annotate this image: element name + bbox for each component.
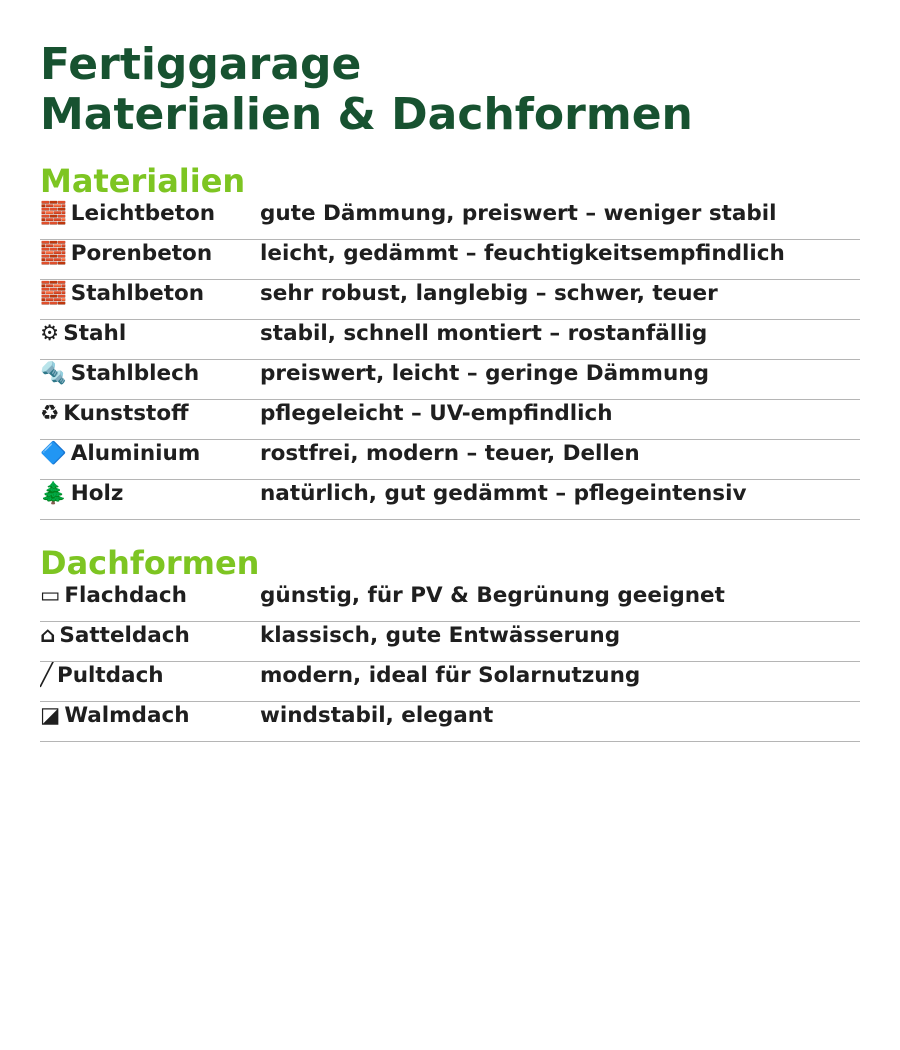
material-description: pflegeleicht – UV-empfindlich	[260, 401, 613, 426]
material-description: gute Dämmung, preiswert – weniger stabil	[260, 201, 777, 226]
hip-roof-icon: ◪	[40, 703, 61, 728]
materials-list	[40, 200, 860, 520]
material-description: rostfrei, modern – teuer, Dellen	[260, 441, 640, 466]
roof-description: modern, ideal für Solarnutzung	[260, 663, 641, 688]
material-name: Stahlbeton	[70, 281, 205, 306]
material-row-aluminium	[40, 440, 860, 480]
material-row-stahlbeton	[40, 280, 860, 320]
material-row-kunststoff	[40, 400, 860, 440]
material-name: Porenbeton	[70, 241, 213, 266]
page-title-line-2: Materialien & Dachformen	[40, 89, 693, 140]
roof-name: Walmdach	[64, 703, 190, 728]
material-row-stahlblech	[40, 360, 860, 400]
material-name: Holz	[70, 481, 124, 506]
material-row-holz	[40, 480, 860, 520]
nut-bolt-icon: 🔩	[40, 361, 67, 386]
brick-icon: 🧱	[40, 281, 67, 306]
material-description: preiswert, leicht – geringe Dämmung	[260, 361, 709, 386]
roof-description: klassisch, gute Entwässerung	[260, 623, 621, 648]
roof-description: windstabil, elegant	[260, 703, 494, 728]
roof-row-walmdach	[40, 702, 860, 742]
roofs-list	[40, 582, 860, 742]
roofs-section	[40, 544, 860, 742]
material-row-porenbeton	[40, 240, 860, 280]
material-name: Aluminium	[70, 441, 201, 466]
material-row-stahl	[40, 320, 860, 360]
material-name: Leichtbeton	[70, 201, 216, 226]
page	[40, 40, 860, 742]
page-title	[40, 40, 860, 140]
material-name: Kunststoff	[63, 401, 189, 426]
material-description: sehr robust, langlebig – schwer, teuer	[260, 281, 718, 306]
roof-description: günstig, für PV & Begrünung geeignet	[260, 583, 725, 608]
roof-name: Satteldach	[59, 623, 190, 648]
material-row-leichtbeton	[40, 200, 860, 240]
roof-row-flachdach	[40, 582, 860, 622]
recycle-icon: ♻	[40, 401, 60, 426]
brick-icon: 🧱	[40, 241, 67, 266]
page-title-line-1: Fertiggarage	[40, 39, 362, 90]
brick-icon: 🧱	[40, 201, 67, 226]
roof-name: Pultdach	[56, 663, 164, 688]
tree-icon: 🌲	[40, 481, 67, 506]
material-name: Stahl	[63, 321, 127, 346]
material-description: leicht, gedämmt – feuchtigkeitsempfindlich	[260, 241, 785, 266]
gable-roof-icon: ⌂	[40, 623, 56, 648]
roof-name: Flachdach	[64, 583, 187, 608]
mono-pitch-roof-icon: ╱	[40, 663, 53, 688]
material-description: natürlich, gut gedämmt – pflegeintensiv	[260, 481, 747, 506]
diamond-icon: 🔷	[40, 441, 67, 466]
roof-row-satteldach	[40, 622, 860, 662]
gear-icon: ⚙	[40, 321, 60, 346]
materials-section	[40, 162, 860, 520]
flat-roof-icon: ▭	[40, 583, 61, 608]
materials-heading: Materialien	[40, 162, 246, 200]
roofs-heading: Dachformen	[40, 544, 260, 582]
material-description: stabil, schnell montiert – rostanfällig	[260, 321, 708, 346]
roof-row-pultdach	[40, 662, 860, 702]
material-name: Stahlblech	[70, 361, 200, 386]
